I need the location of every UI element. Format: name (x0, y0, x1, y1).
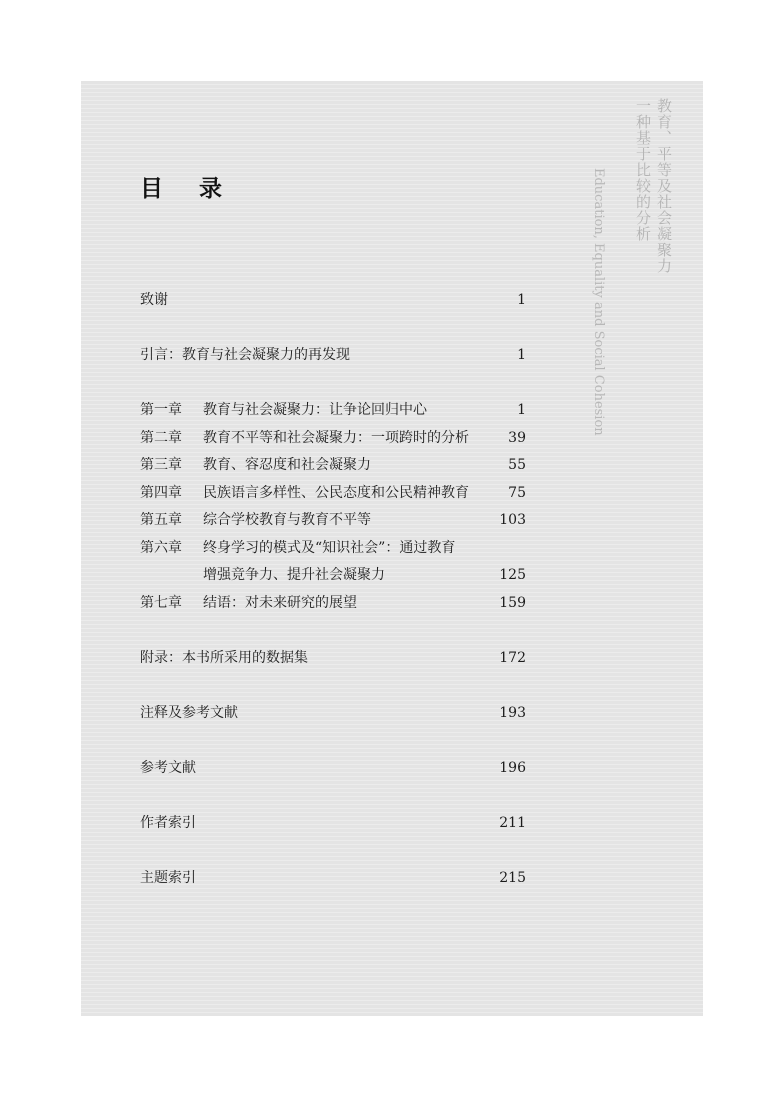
entry-page: 39 (508, 430, 526, 446)
entry-title: 终身学习的模式及“知识社会”：通过教育 (203, 540, 456, 556)
entry-title: 民族语言多样性、公民态度和公民精神教育 (203, 485, 469, 501)
entry-page: 125 (499, 567, 526, 583)
entry-page: 103 (499, 512, 526, 528)
entry-page: 159 (499, 595, 526, 611)
toc-entry-appendix[interactable] (140, 647, 526, 669)
entry-title: 教育不平等和社会凝聚力：一项跨时的分析 (203, 430, 469, 446)
entry-title: 教育、容忍度和社会凝聚力 (203, 457, 371, 473)
entry-page: 1 (517, 292, 526, 308)
entry-title: 教育与社会凝聚力：让争论回归中心 (203, 402, 427, 418)
entry-title: 主题索引 (140, 870, 196, 886)
entry-chapter: 第六章 (140, 540, 182, 556)
entry-chapter: 第七章 (140, 595, 182, 611)
entry-chapter: 第一章 (140, 402, 182, 418)
toc-entry-chapter-6-continued[interactable] (140, 564, 526, 586)
entry-title: 注释及参考文献 (140, 705, 238, 721)
toc-entry-chapter-4[interactable] (140, 482, 526, 504)
entry-chapter: 第四章 (140, 485, 182, 501)
toc-heading: 目 录 (140, 175, 237, 202)
toc-entry-introduction[interactable] (140, 344, 526, 366)
entry-chapter: 第二章 (140, 430, 182, 446)
entry-title: 综合学校教育与教育不平等 (203, 512, 371, 528)
toc-entry-chapter-6[interactable] (140, 537, 526, 559)
entry-title: 引言：教育与社会凝聚力的再发现 (140, 347, 350, 363)
entry-title: 增强竞争力、提升社会凝聚力 (203, 567, 385, 583)
toc-entry-chapter-5[interactable] (140, 509, 526, 531)
entry-page: 1 (517, 402, 526, 418)
toc-entry-chapter-2[interactable] (140, 427, 526, 449)
entry-page: 75 (508, 485, 526, 501)
entry-title: 致谢 (140, 292, 168, 308)
entry-title: 作者索引 (140, 815, 196, 831)
entry-page: 211 (499, 815, 526, 831)
book-title-english-vertical: Education, Equality and Social Cohesion (591, 168, 606, 436)
toc-entry-chapter-7[interactable] (140, 592, 526, 614)
entry-title: 附录：本书所采用的数据集 (140, 650, 308, 666)
toc-entry-acknowledgements[interactable] (140, 289, 526, 311)
entry-chapter: 第五章 (140, 512, 182, 528)
toc-entry-author-index[interactable] (140, 812, 526, 834)
entry-chapter: 第三章 (140, 457, 182, 473)
entry-page: 215 (499, 870, 526, 886)
toc-entry-chapter-1[interactable] (140, 399, 526, 421)
entry-page: 193 (499, 705, 526, 721)
entry-title: 参考文献 (140, 760, 196, 776)
toc-entry-references[interactable] (140, 757, 526, 779)
entry-page: 1 (517, 347, 526, 363)
toc-entry-subject-index[interactable] (140, 867, 526, 889)
toc-entry-notes[interactable] (140, 702, 526, 724)
toc-entry-chapter-3[interactable] (140, 454, 526, 476)
entry-page: 55 (508, 457, 526, 473)
entry-page: 196 (499, 760, 526, 776)
entry-title: 结语：对未来研究的展望 (203, 595, 357, 611)
book-subtitle-vertical: 一种基于比较的分析 (634, 98, 652, 242)
entry-page: 172 (499, 650, 526, 666)
book-title-vertical: 教育、平等及社会凝聚力 (655, 98, 673, 274)
